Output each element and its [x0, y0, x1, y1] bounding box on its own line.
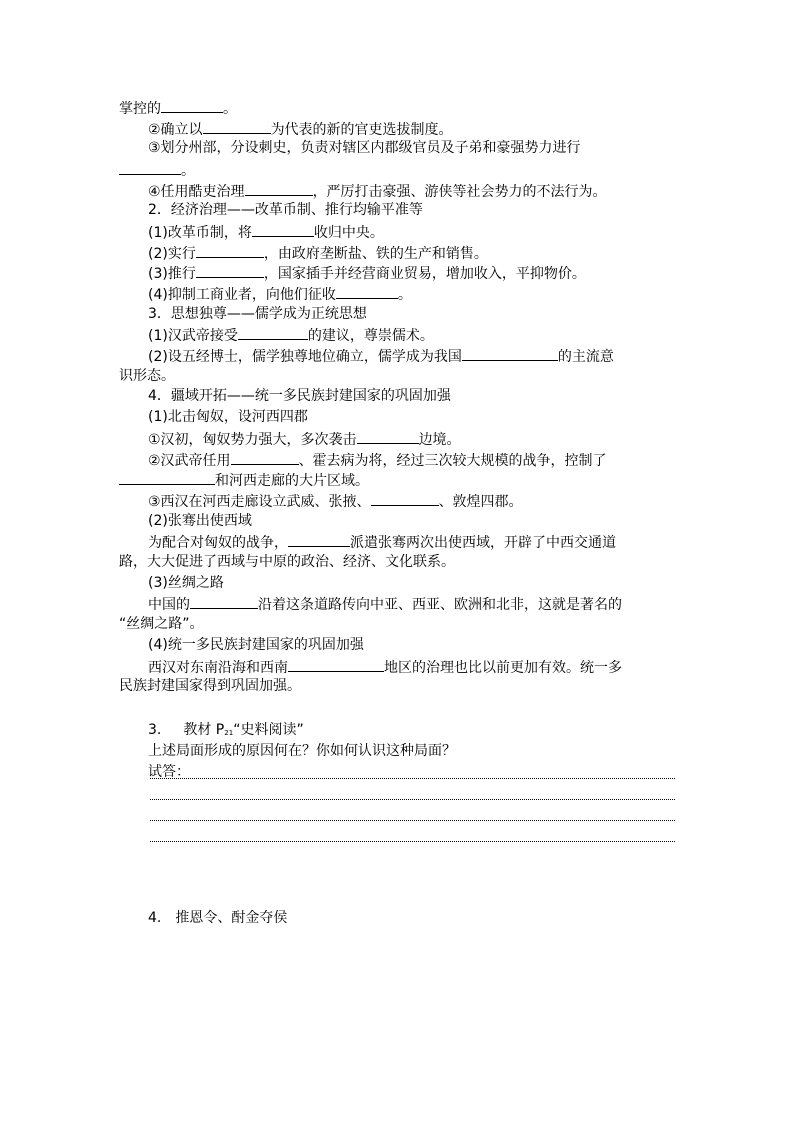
answer-label: 试答：	[148, 764, 190, 780]
fill-blank[interactable]	[203, 118, 271, 134]
line-26: “丝绸之路”。	[119, 616, 204, 632]
line-21: (2)张骞出使西域	[148, 513, 252, 529]
line-23: 路，大大促进了西域与中原的政治、经济、文化联系。	[119, 554, 455, 570]
line-12: (1)汉武帝接受 的建议，尊崇儒术。	[148, 324, 434, 344]
line-19: 和河西走廊的大片区域。	[119, 469, 369, 489]
fill-blank[interactable]	[196, 262, 264, 278]
line-13: (2)设五经博士，儒学独尊地位确立，儒学成为我国 的主流意	[148, 345, 614, 365]
line-10: (4)抑制工商业者，向他们征收 。	[148, 283, 412, 303]
line-22: 为配合对匈奴的战争， 派遣张骞两次出使西域，开辟了中西交通道	[148, 531, 616, 551]
line-20: ③西汉在河西走廊设立武威、张掖、 、敦煌四郡。	[148, 490, 523, 510]
line-8: (2)实行 ，由政府垄断盐、铁的生产和销售。	[148, 242, 488, 262]
answer-line[interactable]	[150, 778, 675, 779]
question-3-prompt: 上述局面形成的原因何在？你如何认识这种局面？	[148, 743, 456, 759]
line-15: 4．疆域开拓——统一多民族封建国家的巩固加强	[148, 388, 451, 404]
fill-blank[interactable]	[371, 490, 439, 506]
fill-blank[interactable]	[161, 97, 223, 113]
line-3: ③划分州部，分设刺史，负责对辖区内郡级官员及子弟和豪强势力进行	[148, 140, 581, 156]
line-4: 。	[119, 159, 195, 179]
fill-blank[interactable]	[119, 469, 215, 485]
line-25: 中国的 沿着这条道路传向中亚、西亚、欧洲和北非，这就是著名的	[148, 593, 622, 613]
line-28: 西汉对东南沿海和西南 地区的治理也比以前更加有效。统一多	[148, 656, 622, 676]
fill-blank[interactable]	[288, 531, 350, 547]
answer-line[interactable]	[150, 799, 675, 800]
fill-blank[interactable]	[190, 593, 258, 609]
line-24: (3)丝绸之路	[148, 575, 224, 591]
line-6: 2．经济治理——改革币制、推行均输平准等	[148, 202, 423, 218]
question-4-heading: 4. 推恩令、酎金夺侯	[148, 910, 288, 926]
answer-line[interactable]	[150, 841, 675, 842]
line-5: ④任用酷吏治理 ，严厉打击豪强、游侠等社会势力的不法行为。	[148, 180, 607, 200]
line-29: 民族封建国家得到巩固加强。	[119, 678, 301, 694]
line-1: 掌控的 。	[119, 97, 237, 117]
line-9: (3)推行 ，国家插手并经营商业贸易，增加收入，平抑物价。	[148, 262, 586, 282]
fill-blank[interactable]	[288, 656, 384, 672]
line-7: (1)改革币制，将 收归中央。	[148, 221, 384, 241]
line-16: (1)北击匈奴，设河西四郡	[148, 409, 308, 425]
line-14: 识形态。	[119, 368, 175, 384]
fill-blank[interactable]	[231, 449, 299, 465]
line-18: ②汉武帝任用 、霍去病为将，经过三次较大规模的战争，控制了	[148, 449, 607, 469]
fill-blank[interactable]	[245, 180, 313, 196]
fill-blank[interactable]	[196, 242, 264, 258]
fill-blank[interactable]	[238, 324, 308, 340]
line-27: (4)统一多民族封建国家的巩固加强	[148, 637, 364, 653]
fill-blank[interactable]	[119, 159, 181, 175]
answer-line[interactable]	[150, 820, 675, 821]
question-3-heading: 3. 教材 $P_{21}“$史料阅读”	[148, 722, 304, 738]
fill-blank[interactable]	[252, 221, 314, 237]
line-2: ②确立以 为代表的新的官吏选拔制度。	[148, 118, 453, 138]
line-17: ①汉初，匈奴势力强大，多次袭击 边境。	[148, 428, 461, 448]
fill-blank[interactable]	[462, 345, 558, 361]
fill-blank[interactable]	[336, 283, 398, 299]
fill-blank[interactable]	[357, 428, 419, 444]
line-11: 3．思想独尊——儒学成为正统思想	[148, 306, 367, 322]
